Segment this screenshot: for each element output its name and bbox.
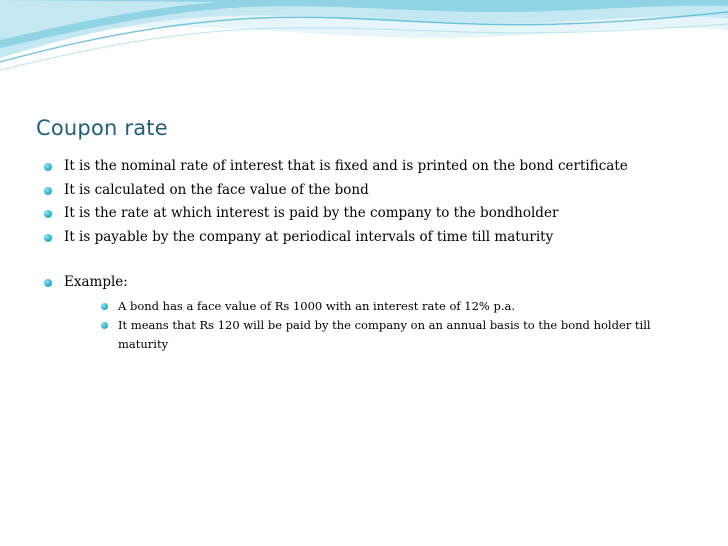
bullet-item	[40, 179, 700, 203]
example-item	[40, 271, 700, 354]
example-sub-list	[64, 297, 700, 354]
bullet-list	[40, 155, 700, 354]
bullet-item	[40, 202, 700, 226]
example-label: Example:	[64, 274, 128, 290]
sub-bullet-item	[64, 297, 700, 316]
bullet-text: It is payable by the company at periodical intervals of time till maturity	[64, 228, 554, 245]
sub-bullet-text: It means that Rs 120 will be paid by the company on an annual basis to the bond holder till maturity	[118, 317, 651, 351]
bullet-item	[40, 226, 700, 250]
sub-bullet-text: A bond has a face value of Rs 1000 with an interest rate of 12% p.a.	[118, 298, 516, 313]
sub-bullet-dot-icon	[101, 322, 108, 329]
bullet-text: It is the rate at which interest is paid by the company to the bondholder	[64, 205, 559, 221]
sub-bullet-item	[64, 316, 700, 354]
sub-bullet-dot-icon	[101, 303, 108, 310]
slide-title: Coupon rate	[36, 116, 168, 140]
bullet-text: It is calculated on the face value of the bond	[64, 181, 369, 198]
bullet-item	[40, 155, 700, 179]
bullet-dot-icon	[44, 279, 52, 287]
bullet-dot-icon	[44, 163, 52, 171]
bullet-dot-icon	[44, 210, 52, 218]
bullet-dot-icon	[44, 234, 52, 242]
slide-body	[40, 155, 700, 354]
header-wave-decoration	[0, 0, 728, 90]
bullet-text: It is the nominal rate of interest that is fixed and is printed on the bond certificate	[64, 158, 628, 174]
bullet-dot-icon	[44, 187, 52, 195]
